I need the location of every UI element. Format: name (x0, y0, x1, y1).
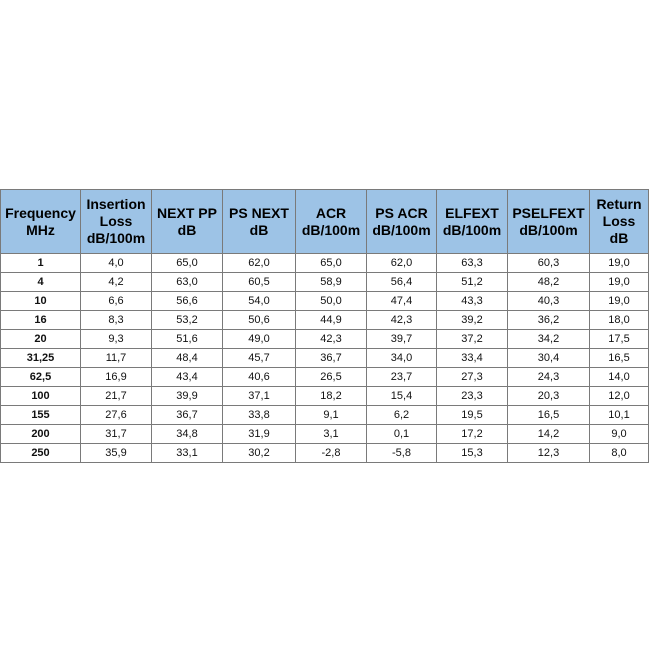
value-cell: 37,1 (223, 387, 296, 406)
value-cell: 19,5 (437, 406, 508, 425)
header-elfext (437, 190, 508, 254)
value-cell: 36,7 (296, 349, 367, 368)
value-cell: 51,2 (437, 273, 508, 292)
value-cell: 60,5 (223, 273, 296, 292)
value-cell: 60,3 (508, 254, 590, 273)
header-ps-next (223, 190, 296, 254)
value-cell: 27,3 (437, 368, 508, 387)
value-cell: 19,0 (590, 273, 649, 292)
column-header-line: Frequency (5, 204, 76, 221)
column-header-line: dB/100m (301, 221, 361, 238)
value-cell: 23,3 (437, 387, 508, 406)
value-cell: 9,3 (81, 330, 152, 349)
column-header-line: Loss (602, 213, 636, 229)
value-cell: 42,3 (367, 311, 437, 330)
value-cell: 43,3 (437, 292, 508, 311)
value-cell: 16,9 (81, 368, 152, 387)
value-cell: 48,2 (508, 273, 590, 292)
frequency-cell: 4 (1, 273, 81, 292)
value-cell: -5,8 (367, 444, 437, 463)
header-ps-acr (367, 190, 437, 254)
value-cell: 21,7 (81, 387, 152, 406)
value-cell: 10,1 (590, 406, 649, 425)
value-cell: 30,2 (223, 444, 296, 463)
column-header-line: MHz (26, 221, 55, 238)
column-header-line: dB (177, 221, 197, 238)
table-row (1, 292, 649, 311)
table-row (1, 368, 649, 387)
value-cell: 14,2 (508, 425, 590, 444)
value-cell: 51,6 (152, 330, 223, 349)
column-header-line: dB/100m (519, 221, 578, 238)
table-row (1, 349, 649, 368)
header-frequency (1, 190, 81, 254)
value-cell: 63,0 (152, 273, 223, 292)
value-cell: -2,8 (296, 444, 367, 463)
value-cell: 63,3 (437, 254, 508, 273)
table-row (1, 330, 649, 349)
header-pselfext (508, 190, 590, 254)
frequency-cell: 31,25 (1, 349, 81, 368)
column-header-line: Loss (99, 213, 133, 229)
table-row (1, 387, 649, 406)
value-cell: 43,4 (152, 368, 223, 387)
value-cell: 49,0 (223, 330, 296, 349)
table-body (1, 254, 649, 463)
value-cell: 18,0 (590, 311, 649, 330)
table-row (1, 273, 649, 292)
column-header-line: PS NEXT (229, 204, 289, 221)
frequency-cell: 16 (1, 311, 81, 330)
value-cell: 6,6 (81, 292, 152, 311)
value-cell: 62,0 (223, 254, 296, 273)
value-cell: 15,4 (367, 387, 437, 406)
value-cell: 34,0 (367, 349, 437, 368)
frequency-cell: 100 (1, 387, 81, 406)
value-cell: 33,4 (437, 349, 508, 368)
value-cell: 48,4 (152, 349, 223, 368)
value-cell: 34,2 (508, 330, 590, 349)
value-cell: 58,9 (296, 273, 367, 292)
value-cell: 40,6 (223, 368, 296, 387)
value-cell: 15,3 (437, 444, 508, 463)
value-cell: 39,2 (437, 311, 508, 330)
value-cell: 14,0 (590, 368, 649, 387)
value-cell: 39,7 (367, 330, 437, 349)
value-cell: 0,1 (367, 425, 437, 444)
value-cell: 19,0 (590, 292, 649, 311)
value-cell: 44,9 (296, 311, 367, 330)
table-row (1, 254, 649, 273)
value-cell: 16,5 (590, 349, 649, 368)
value-cell: 42,3 (296, 330, 367, 349)
value-cell: 34,8 (152, 425, 223, 444)
value-cell: 6,2 (367, 406, 437, 425)
value-cell: 39,9 (152, 387, 223, 406)
header-acr (296, 190, 367, 254)
value-cell: 23,7 (367, 368, 437, 387)
value-cell: 17,5 (590, 330, 649, 349)
value-cell: 36,2 (508, 311, 590, 330)
value-cell: 56,6 (152, 292, 223, 311)
column-header-line: dB (609, 230, 629, 246)
value-cell: 33,8 (223, 406, 296, 425)
frequency-cell: 20 (1, 330, 81, 349)
header-insertion-loss (81, 190, 152, 254)
header-row (1, 190, 649, 254)
value-cell: 17,2 (437, 425, 508, 444)
table-row (1, 311, 649, 330)
column-header-line: dB/100m (86, 230, 146, 246)
value-cell: 31,7 (81, 425, 152, 444)
value-cell: 16,5 (508, 406, 590, 425)
value-cell: 4,0 (81, 254, 152, 273)
value-cell: 53,2 (152, 311, 223, 330)
value-cell: 11,7 (81, 349, 152, 368)
value-cell: 3,1 (296, 425, 367, 444)
column-header-line: Insertion (86, 196, 146, 212)
value-cell: 12,0 (590, 387, 649, 406)
value-cell: 47,4 (367, 292, 437, 311)
value-cell: 9,0 (590, 425, 649, 444)
column-header-line: dB/100m (372, 221, 431, 238)
table-row (1, 444, 649, 463)
column-header-line: dB (249, 221, 269, 238)
value-cell: 33,1 (152, 444, 223, 463)
value-cell: 8,3 (81, 311, 152, 330)
value-cell: 19,0 (590, 254, 649, 273)
value-cell: 65,0 (296, 254, 367, 273)
value-cell: 36,7 (152, 406, 223, 425)
value-cell: 35,9 (81, 444, 152, 463)
value-cell: 24,3 (508, 368, 590, 387)
frequency-cell: 155 (1, 406, 81, 425)
value-cell: 65,0 (152, 254, 223, 273)
value-cell: 37,2 (437, 330, 508, 349)
value-cell: 31,9 (223, 425, 296, 444)
value-cell: 45,7 (223, 349, 296, 368)
value-cell: 8,0 (590, 444, 649, 463)
table-row (1, 406, 649, 425)
value-cell: 9,1 (296, 406, 367, 425)
table-row (1, 425, 649, 444)
value-cell: 26,5 (296, 368, 367, 387)
frequency-cell: 250 (1, 444, 81, 463)
column-header-line: PS ACR (375, 204, 428, 221)
value-cell: 54,0 (223, 292, 296, 311)
cable-spec-table (0, 189, 649, 463)
frequency-cell: 62,5 (1, 368, 81, 387)
value-cell: 18,2 (296, 387, 367, 406)
value-cell: 27,6 (81, 406, 152, 425)
header-return-loss (590, 190, 649, 254)
value-cell: 40,3 (508, 292, 590, 311)
value-cell: 50,6 (223, 311, 296, 330)
frequency-cell: 10 (1, 292, 81, 311)
column-header-line: dB/100m (442, 221, 502, 238)
column-header-line: PSELFEXT (512, 204, 585, 221)
frequency-cell: 200 (1, 425, 81, 444)
column-header-line: Return (596, 196, 642, 212)
value-cell: 56,4 (367, 273, 437, 292)
column-header-line: NEXT PP (157, 204, 217, 221)
column-header-line: ACR (315, 204, 347, 221)
value-cell: 50,0 (296, 292, 367, 311)
column-header-line: ELFEXT (445, 204, 499, 221)
value-cell: 4,2 (81, 273, 152, 292)
value-cell: 20,3 (508, 387, 590, 406)
header-next-pp (152, 190, 223, 254)
value-cell: 12,3 (508, 444, 590, 463)
frequency-cell: 1 (1, 254, 81, 273)
value-cell: 62,0 (367, 254, 437, 273)
value-cell: 30,4 (508, 349, 590, 368)
